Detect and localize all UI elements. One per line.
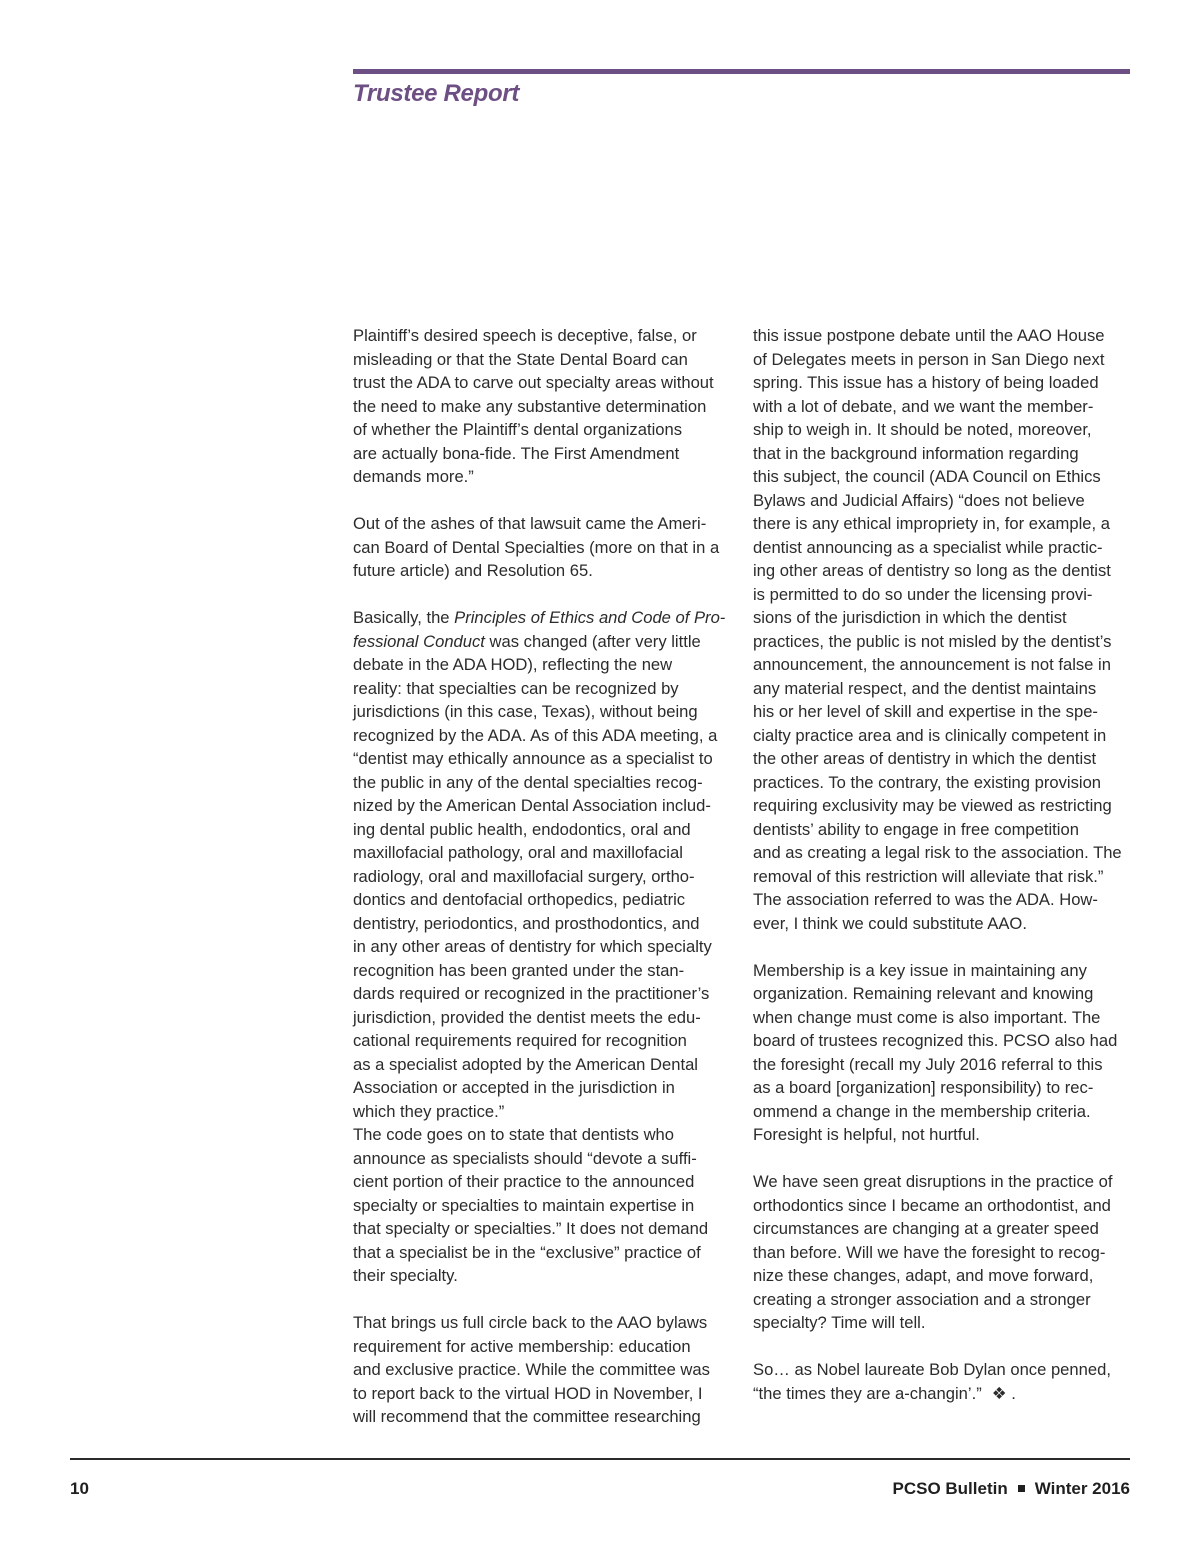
text-line: any material respect, and the dentist maintains <box>753 678 1097 698</box>
text-span: Basically, the <box>353 608 455 627</box>
text-line: as a board [organization] responsibility) to rec- <box>753 1078 1094 1097</box>
text-line: this issue postpone debate until the AAO House <box>753 326 1105 345</box>
text-line: That brings us full circle back to the AAO bylaws <box>353 1313 708 1332</box>
text-line: that specialty or specialties.” It does not demand <box>353 1219 709 1238</box>
text-line <box>753 1382 1131 1406</box>
text-line: and as creating a legal risk to the association. The <box>753 843 1122 862</box>
text-line: dards required or recognized in the practitioner’s <box>353 984 710 1003</box>
text-line: requirement for active membership: education <box>353 1336 691 1356</box>
issue-label: Winter 2016 <box>1034 1479 1130 1498</box>
text-line: specialty or specialties to maintain expertise in <box>353 1195 695 1215</box>
paragraph <box>353 1123 731 1288</box>
section-title: Trustee Report <box>353 80 520 107</box>
text-line: his or her level of skill and expertise in the spe- <box>753 702 1098 721</box>
text-line: the public in any of the dental specialties recog- <box>353 772 703 792</box>
text-line: So… as Nobel laureate Bob Dylan once penned, <box>753 1360 1111 1379</box>
text-line: with a lot of debate, and we want the member- <box>753 396 1094 416</box>
text-line: The code goes on to state that dentists who <box>353 1125 675 1144</box>
text-line: this subject, the council (ADA Council on Ethics <box>753 467 1101 486</box>
text-line: in any other areas of dentistry for which specialty <box>353 937 712 956</box>
paragraph-principles <box>353 606 731 1123</box>
text-line: demands more.” <box>353 467 474 486</box>
footer-publication <box>892 1479 1130 1499</box>
italic-title: Principles of Ethics and Code of Pro- <box>454 608 726 627</box>
text-line: maxillofacial pathology, oral and maxillofacial <box>353 843 683 862</box>
quote-text: “the times they are a-changin’.” <box>753 1383 982 1403</box>
text-line: jurisdictions (in this case, Texas), without being <box>353 702 698 721</box>
publication-name: PCSO Bulletin <box>892 1479 1008 1498</box>
footer-rule <box>70 1458 1130 1460</box>
paragraph <box>753 324 1131 935</box>
text-line: nize these changes, adapt, and move forward, <box>753 1266 1094 1285</box>
text-line: requiring exclusivity may be viewed as restricting <box>753 796 1112 815</box>
text-line: ever, I think we could substitute AAO. <box>753 913 1027 933</box>
text-line: that a specialist be in the “exclusive” practice of <box>353 1242 701 1262</box>
separator-square-icon <box>1018 1485 1025 1492</box>
text-line: trust the ADA to carve out specialty areas without <box>353 373 714 392</box>
text-line: dentists’ ability to engage in free competition <box>753 819 1079 839</box>
text-line: than before. Will we have the foresight to recog- <box>753 1242 1106 1262</box>
text-line: dentistry, periodontics, and prosthodontics, and <box>353 913 700 933</box>
text-line: the other areas of dentistry in which the dentist <box>753 749 1097 768</box>
left-column <box>353 324 731 1452</box>
text-line: recognized by the ADA. As of this ADA meeting, a <box>353 725 718 745</box>
text-line: radiology, oral and maxillofacial surgery, ortho- <box>353 866 695 886</box>
text-line: announce as specialists should “devote a suffi- <box>353 1148 697 1168</box>
text-line: is permitted to do so under the licensing provi- <box>753 584 1093 604</box>
text-line: removal of this restriction will alleviate that risk.” <box>753 866 1104 886</box>
text-line: when change must come is also important. The <box>753 1007 1101 1027</box>
right-column <box>753 324 1131 1429</box>
text-line: can Board of Dental Specialties (more on that in a <box>353 537 720 557</box>
text-line: cient portion of their practice to the announced <box>353 1172 695 1191</box>
text-line: dentist announcing as a specialist while practic- <box>753 537 1103 557</box>
text-line: organization. Remaining relevant and knowing <box>753 984 1094 1003</box>
text-line: “dentist may ethically announce as a specialist to <box>353 749 713 768</box>
text-line: jurisdiction, provided the dentist meets the edu- <box>353 1007 701 1027</box>
paragraph <box>353 324 731 489</box>
text-line: sions of the jurisdiction in which the dentist <box>753 608 1067 627</box>
text-line: that in the background information regarding <box>753 443 1079 463</box>
paragraph <box>753 1170 1131 1335</box>
end-mark-icon: ❖ . <box>991 1383 1016 1403</box>
text-line: creating a stronger association and a stronger <box>753 1289 1091 1309</box>
paragraph <box>753 959 1131 1147</box>
text-line: Foresight is helpful, not hurtful. <box>753 1125 980 1144</box>
text-line: announcement, the announcement is not false in <box>753 655 1111 674</box>
text-line: cational requirements required for recognition <box>353 1031 687 1050</box>
page-number: 10 <box>70 1479 89 1498</box>
text-line: as a specialist adopted by the American Dental <box>353 1054 698 1074</box>
text-line: We have seen great disruptions in the practice of <box>753 1172 1113 1191</box>
text-line: future article) and Resolution 65. <box>353 561 593 580</box>
text-line: ommend a change in the membership criteria. <box>753 1101 1091 1121</box>
text-line: misleading or that the State Dental Board can <box>353 349 688 369</box>
text-line: are actually bona-fide. The First Amendment <box>353 443 680 463</box>
text-line: will recommend that the committee researching <box>353 1407 701 1426</box>
text-line: spring. This issue has a history of being loaded <box>753 373 1099 392</box>
paragraph-closing <box>753 1358 1131 1405</box>
text-line: debate in the ADA HOD), reflecting the new <box>353 655 673 674</box>
text-line: Out of the ashes of that lawsuit came the Ameri- <box>353 514 707 533</box>
text-line: recognition has been granted under the stan- <box>353 960 685 980</box>
text-span: was changed (after very little <box>484 631 701 651</box>
text-line: to report back to the virtual HOD in November, I <box>353 1383 703 1403</box>
paragraph <box>353 512 731 583</box>
header-rule <box>353 69 1130 74</box>
text-line: Membership is a key issue in maintaining any <box>753 960 1087 980</box>
text-line: Association or accepted in the jurisdiction in <box>353 1078 675 1097</box>
text-line: and exclusive practice. While the committee was <box>353 1360 710 1379</box>
text-line: the foresight (recall my July 2016 referral to this <box>753 1054 1103 1074</box>
text-line: ing dental public health, endodontics, oral and <box>353 819 691 839</box>
text-line: which they practice.” <box>353 1101 505 1121</box>
text-line: orthodontics since I became an orthodontist, and <box>753 1195 1111 1215</box>
text-line: there is any ethical impropriety in, for example, a <box>753 514 1110 533</box>
text-line: The association referred to was the ADA. How- <box>753 890 1098 909</box>
text-line: practices, the public is not misled by the dentist’s <box>753 631 1112 651</box>
text-line: their specialty. <box>353 1266 458 1285</box>
text-line: dontics and dentofacial orthopedics, pediatric <box>353 890 686 909</box>
text-line <box>353 630 731 654</box>
text-line: of whether the Plaintiff’s dental organizations <box>353 420 683 439</box>
text-line: board of trustees recognized this. PCSO also had <box>753 1031 1118 1050</box>
italic-title: fessional Conduct <box>353 631 485 651</box>
text-line: reality: that specialties can be recognized by <box>353 678 679 698</box>
paragraph <box>353 1311 731 1429</box>
text-line: Bylaws and Judicial Affairs) “does not believe <box>753 490 1085 510</box>
text-line: Plaintiff’s desired speech is deceptive, false, or <box>353 326 697 345</box>
text-line: ing other areas of dentistry so long as the dentist <box>753 561 1111 580</box>
text-line <box>353 606 731 630</box>
text-line: specialty? Time will tell. <box>753 1313 926 1332</box>
text-line: nized by the American Dental Association includ- <box>353 796 711 815</box>
text-line: circumstances are changing at a greater speed <box>753 1219 1099 1238</box>
text-line: ship to weigh in. It should be noted, moreover, <box>753 420 1092 439</box>
text-line: the need to make any substantive determination <box>353 396 707 416</box>
text-lines <box>353 653 731 1123</box>
text-line: of Delegates meets in person in San Diego next <box>753 349 1105 369</box>
text-line: practices. To the contrary, the existing provision <box>753 772 1102 792</box>
text-line: cialty practice area and is clinically competent in <box>753 725 1107 745</box>
